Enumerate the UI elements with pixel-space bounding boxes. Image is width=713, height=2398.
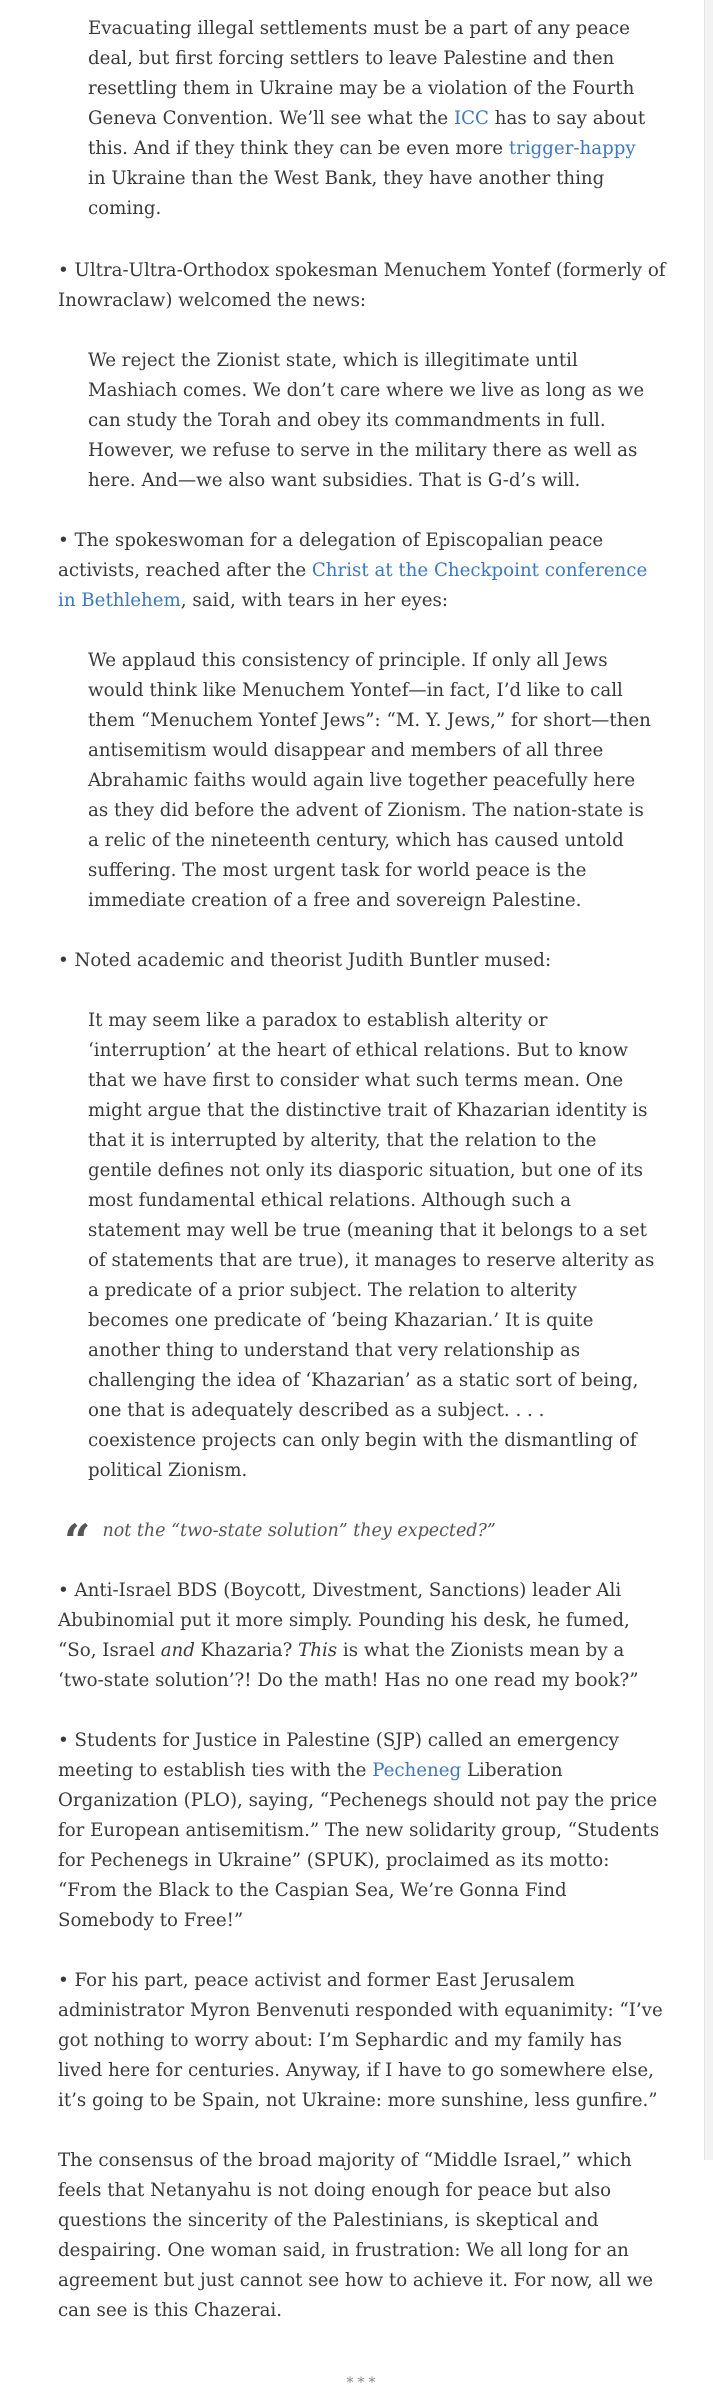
settlements-quote <box>88 14 658 224</box>
yontef-quote <box>88 346 658 496</box>
article-body <box>58 0 668 2398</box>
episcopalian-intro: • The spokeswoman for a delegation of Episcopalian peace activists, reached after the Christ at the Checkpoint conference in Bethlehem, said, with tears in her eyes: <box>58 530 648 611</box>
yontef-quote-text: We reject the Zionist state, which is illegitimate until Mashiach comes. We don’t care where we live as long as we can study the Torah and obey its commandments in full. However, we refuse to serve in the military there as well as here. And—we also want subsidies. That is G-d’s will. <box>88 350 645 491</box>
buntler-quote <box>88 1006 658 1486</box>
abubinomial-paragraph: • Anti-Israel BDS (Boycott, Divestment, Sanctions) leader Ali Abubinomial put it more simply. Pounding his desk, he fumed, “So, Israel and Khazaria? This is what the Zionists mean by a ‘two-state solution’?! Do the math! Has no one read my book?” <box>58 1580 639 1691</box>
episcopalian-quote <box>88 646 658 916</box>
settlements-quote-text: Evacuating illegal settlements must be a part of any peace deal, but first forcing settlers to leave Palestine and then resettling them in Ukraine may be a violation of the Fourth Geneva Convention. We’ll see what the ICC has to say about this. And if they think they can be even more trigger-happy in Ukraine than the West Bank, they have another thing coming. <box>88 18 646 219</box>
section-divider: *** <box>346 2375 380 2391</box>
pecheneg-link[interactable]: Pecheneg <box>372 1760 462 1781</box>
consensus-paragraph: The consensus of the broad majority of “Middle Israel,” which feels that Netanyahu is not doing enough for peace but also questions the sincerity of the Palestinians, is skeptical and despairing. One woman said, in frustration: We all long for an agreement but just cannot see how to achieve it. For now, all we can see is this Chazerai. <box>58 2150 654 2321</box>
quote-mark-icon: “ <box>64 1514 91 1568</box>
yontef-intro: • Ultra-Ultra-Orthodox spokesman Menuchem Yontef (formerly of Inowraclaw) welcomed the news: <box>58 260 666 311</box>
benvenuti-paragraph: • For his part, peace activist and former East Jerusalem administrator Myron Benvenuti responded with equanimity: “I’ve got nothing to worry about: I’m Sephardic and my family has lived here for centuries. Anyway, if I have to go somewhere else, it’s going to be Spain, not Ukraine: more sunshine, less gunfire.” <box>58 1970 663 2111</box>
buntler-intro: • Noted academic and theorist Judith Buntler mused: <box>58 950 552 971</box>
christ-at-checkpoint-link[interactable]: Christ at the Checkpoint conference in Bethlehem <box>58 560 648 611</box>
trigger-happy-link[interactable]: trigger-happy <box>508 138 636 159</box>
sjp-paragraph: • Students for Justice in Palestine (SJP) called an emergency meeting to establish ties with the Pecheneg Liberation Organization (PLO), saying, “Pechenegs should not pay the price for European antisemitism.” The new solidarity group, “Students for Pechenegs in Ukraine” (SPUK), proclaimed as its motto: “From the Black to the Caspian Sea, We’re Gonna Find Somebody to Free!” <box>58 1730 660 1931</box>
pull-quote <box>64 1514 668 1568</box>
page-edge-rule <box>704 0 713 2160</box>
buntler-quote-text: It may seem like a paradox to establish alterity or ‘interruption’ at the heart of ethical relations. But to know that we have first to consider what such terms mean. One might argue that the distinctive trait of Khazarian identity is that it is interrupted by alterity, that the relation to the gentile defines not only its diasporic situation, but one of its most fundamental ethical relations. Although such a statement may well be true (meaning that it belongs to a set of statements that are true), it manages to reserve alterity as a predicate of a prior subject. The relation to alterity becomes one predicate of ‘being Khazarian.’ It is quite another thing to understand that very relationship as challenging the idea of ‘Khazarian’ as a static sort of being, one that is adequately described as a subject. . . . coexistence projects can only begin with the dismantling of political Zionism. <box>88 1010 655 1481</box>
icc-link[interactable]: ICC <box>453 108 489 129</box>
episcopalian-quote-text: We applaud this consistency of principle. If only all Jews would think like Menuchem Yontef—in fact, I’d like to call them “Menuchem Yontef Jews”: “M. Y. Jews,” for short—then antisemitism would disappear and members of all three Abrahamic faiths would again live together peacefully here as they did before the advent of Zionism. The nation-state is a relic of the nineteenth century, which has caused untold suffering. The most urgent task for world peace is the immediate creation of a free and sovereign Palestine. <box>88 650 651 911</box>
pull-quote-text: not the “two-state solution” they expected?” <box>102 1521 496 1541</box>
